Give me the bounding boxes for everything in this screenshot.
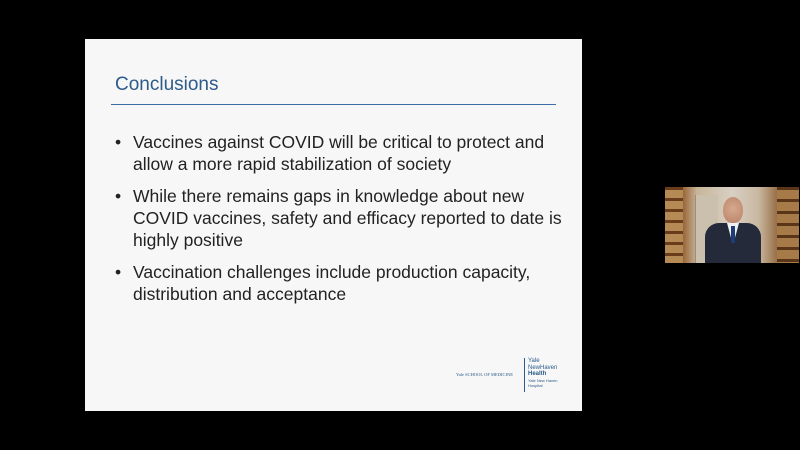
bookshelf-right bbox=[777, 187, 799, 263]
bullet-item: • While there remains gaps in knowledge about new COVID vaccines, safety and efficacy reported to date is highly positive bbox=[115, 185, 565, 251]
ynh-logo-line: Health bbox=[528, 371, 547, 377]
bullet-item: • Vaccination challenges include production capacity, distribution and acceptance bbox=[115, 261, 565, 305]
logo-divider bbox=[524, 358, 525, 392]
speaker-head bbox=[723, 197, 743, 223]
title-divider bbox=[111, 104, 556, 105]
bookshelf-left bbox=[665, 187, 683, 263]
speaker-tie bbox=[731, 226, 735, 243]
yale-school-of-medicine-logo: Yale SCHOOL OF MEDICINE bbox=[456, 372, 514, 377]
footer-logos bbox=[456, 358, 576, 392]
bullet-list bbox=[115, 131, 565, 315]
yale-new-haven-health-logo bbox=[528, 358, 558, 388]
presentation-slide bbox=[85, 39, 582, 411]
speaker-webcam-thumbnail[interactable] bbox=[665, 187, 799, 263]
bullet-item: • Vaccines against COVID will be critical to protect and allow a more rapid stabilization of society bbox=[115, 131, 565, 175]
ynh-logo-line: NewHaven bbox=[528, 364, 558, 371]
ynh-logo-line: Yale bbox=[528, 358, 540, 364]
ynh-logo-subline: Hospital bbox=[528, 382, 543, 388]
slide-title: Conclusions bbox=[115, 74, 219, 95]
ynh-logo-subline: Yale New Haven bbox=[528, 377, 558, 383]
